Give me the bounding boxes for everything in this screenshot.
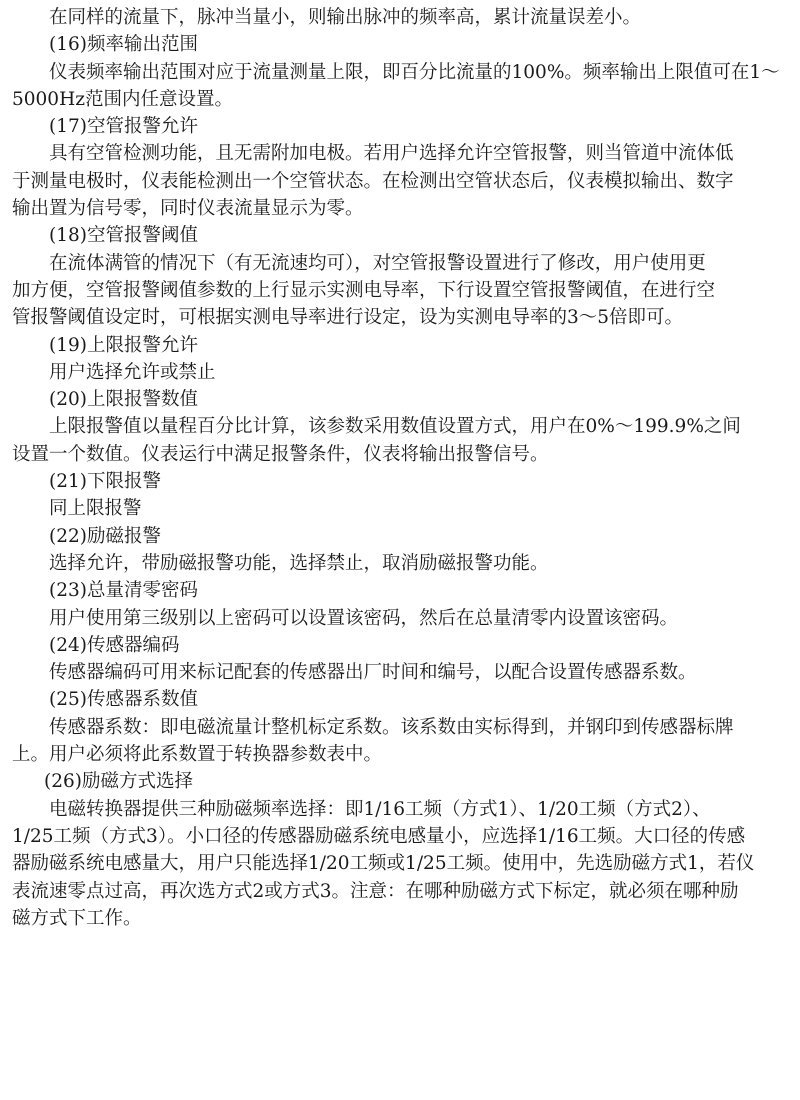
section-heading: (19)上限报警允许 — [49, 334, 198, 356]
paragraph-line: 在流体满管的情况下（有无流速均可），对空管报警设置进行了修改，用户使用更 — [49, 252, 706, 274]
paragraph-line: 在同样的流量下，脉冲当量小，则输出脉冲的频率高，累计流量误差小。 — [49, 7, 642, 28]
section-heading: (22)励磁报警 — [49, 525, 161, 547]
section-heading: (26)励磁方式选择 — [44, 771, 193, 793]
paragraph-line: 5000Hz范围内任意设置。 — [12, 88, 233, 110]
paragraph-line: 用户选择允许或禁止 — [49, 361, 216, 383]
paragraph-line: 同上限报警 — [49, 498, 142, 520]
paragraph-line: 传感器编码可用来标记配套的传感器出厂时间和编号，以配合设置传感器系数。 — [49, 662, 697, 684]
paragraph-line: 仪表频率输出范围对应于流量测量上限，即百分比流量的100%。频率输出上限值可在1～ — [49, 61, 780, 83]
paragraph-line: 于测量电极时，仪表能检测出一个空管状态。在检测出空管状态后，仪表模拟输出、数字 — [12, 170, 734, 192]
section-heading: (17)空管报警允许 — [49, 116, 198, 138]
section-heading: (20)上限报警数值 — [49, 389, 198, 411]
paragraph-line: 用户使用第三级别以上密码可以设置该密码，然后在总量清零内设置该密码。 — [49, 607, 679, 629]
section-heading: (24)传感器编码 — [49, 634, 180, 656]
paragraph-line: 管报警阈值设定时，可根据实测电导率进行设定，设为实测电导率的3～5倍即可。 — [12, 307, 684, 329]
paragraph-line: 1/25工频（方式3）。小口径的传感器励磁系统电感量小，应选择1/16工频。大口径的传感 — [12, 825, 746, 847]
paragraph-line: 加方便，空管报警阈值参数的上行显示实测电导率，下行设置空管报警阈值，在进行空 — [12, 279, 716, 301]
paragraph-line: 上。用户必须将此系数置于转换器参数表中。 — [12, 744, 383, 766]
paragraph-line: 上限报警值以量程百分比计算，该参数采用数值设置方式，用户在0%～199.9%之间 — [49, 416, 741, 438]
paragraph-line: 输出置为信号零，同时仪表流量显示为零。 — [12, 198, 364, 220]
section-heading: (23)总量清零密码 — [49, 580, 198, 602]
section-heading: (21)下限报警 — [49, 471, 161, 493]
paragraph-line: 传感器系数：即电磁流量计整机标定系数。该系数由实标得到，并钢印到传感器标牌 — [49, 716, 734, 738]
paragraph-line: 磁方式下工作。 — [12, 907, 142, 929]
paragraph-line: 表流速零点过高，再次选方式2或方式3。注意：在哪种励磁方式下标定，就必须在哪种励 — [12, 880, 739, 902]
paragraph-line: 选择允许，带励磁报警功能，选择禁止，取消励磁报警功能。 — [49, 552, 549, 574]
paragraph-line: 器励磁系统电感量大，用户只能选择1/20工频或1/25工频。使用中，先选励磁方式1，若仪 — [12, 853, 755, 875]
paragraph-line: 具有空管检测功能，且无需附加电极。若用户选择允许空管报警，则当管道中流体低 — [49, 143, 734, 165]
paragraph-line: 设置一个数值。仪表运行中满足报警条件，仪表将输出报警信号。 — [12, 443, 549, 465]
section-heading: (25)传感器系数值 — [49, 689, 198, 711]
section-heading: (18)空管报警阈值 — [49, 225, 198, 247]
section-heading: (16)频率输出范围 — [49, 34, 198, 56]
paragraph-line: 电磁转换器提供三种励磁频率选择：即1/16工频（方式1）、1/20工频（方式2）、 — [49, 798, 711, 820]
